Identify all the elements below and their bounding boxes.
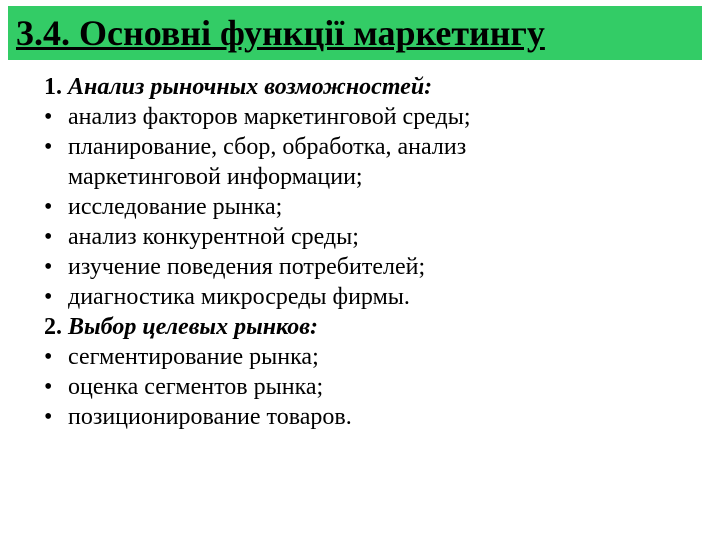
bullet-icon: • xyxy=(44,404,53,430)
slide-title: 3.4. Основні функції маркетингу xyxy=(16,13,545,53)
title-bar xyxy=(8,6,702,60)
list-item xyxy=(44,102,684,132)
bullet-icon: • xyxy=(44,224,53,250)
section-number: 1. xyxy=(44,74,62,100)
list-item-text: оценка сегментов рынка; xyxy=(68,374,324,400)
list-item-continuation xyxy=(44,162,684,192)
section-title: Выбор целевых рынков: xyxy=(68,314,319,340)
bullet-icon: • xyxy=(44,344,53,370)
section-title: Анализ рыночных возможностей: xyxy=(68,74,433,100)
section-heading xyxy=(44,312,684,342)
section-number: 2. xyxy=(44,314,62,340)
list-item-text: диагностика микросреды фирмы. xyxy=(68,284,410,310)
bullet-icon: • xyxy=(44,104,53,130)
bullet-icon: • xyxy=(44,374,53,400)
list-item-text: анализ конкурентной среды; xyxy=(68,224,359,250)
list-item-text: исследование рынка; xyxy=(68,194,283,220)
list-item xyxy=(44,282,684,312)
bullet-icon: • xyxy=(44,284,53,310)
list-item-text: позиционирование товаров. xyxy=(68,404,352,430)
list-item xyxy=(44,372,684,402)
bullet-icon: • xyxy=(44,194,53,220)
list-item xyxy=(44,342,684,372)
list-item xyxy=(44,192,684,222)
list-item-text: сегментирование рынка; xyxy=(68,344,319,370)
list-item-text: маркетинговой информации; xyxy=(68,164,363,190)
list-item xyxy=(44,252,684,282)
list-item xyxy=(44,132,684,162)
list-item-text: анализ факторов маркетинговой среды; xyxy=(68,104,471,130)
bullet-icon: • xyxy=(44,134,53,160)
list-item xyxy=(44,402,684,432)
list-item xyxy=(44,222,684,252)
list-item-text: планирование, сбор, обработка, анализ xyxy=(68,134,467,160)
section-heading xyxy=(44,72,684,102)
list-item-text: изучение поведения потребителей; xyxy=(68,254,426,280)
content-body xyxy=(44,72,684,432)
bullet-icon: • xyxy=(44,254,53,280)
